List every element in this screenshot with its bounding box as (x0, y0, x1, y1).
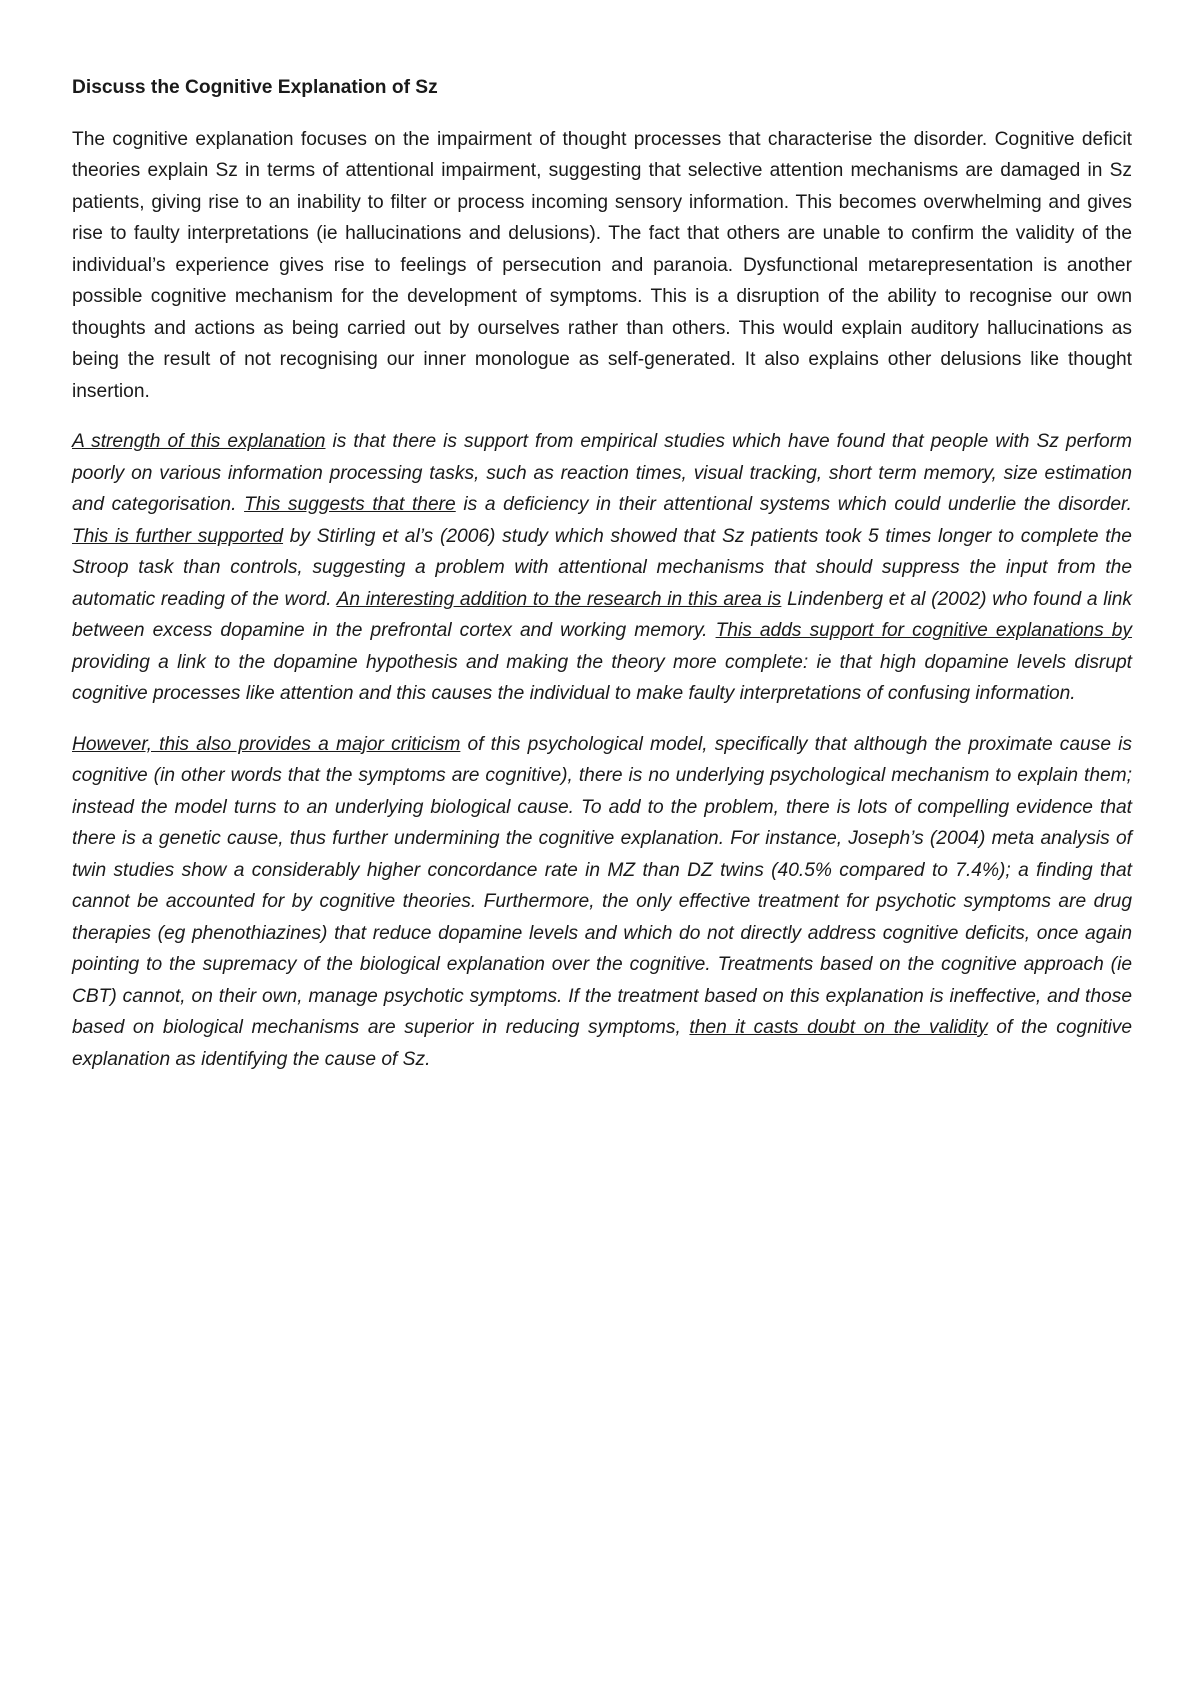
underlined-phrase-interesting-addition: An interesting addition to the research in this area is (336, 588, 782, 610)
paragraph-text: of this psychological model, specifically that although the proximate cause is cognitive (in other words that the symptoms are cognitive), there is no underlying psychological mechanism to explain them; instead the model turns to an underlying biological cause. To add to the problem, there is lots of compelling evidence that there is a genetic cause, thus further undermining the cognitive explanation. For instance, Joseph’s (2004) meta analysis of twin studies show a considerably higher concordance rate in MZ than DZ twins (40.5% compared to 7.4%); a finding that cannot be accounted for by cognitive theories. Furthermore, the only effective treatment for psychotic symptoms are drug therapies (eg phenothiazines) that reduce dopamine levels and which do not directly address cognitive deficits, once again pointing to the supremacy of the biological explanation over the cognitive. Treatments based on the cognitive approach (ie CBT) cannot, on their own, manage psychotic symptoms. If the treatment based on this explanation is ineffective, and those based on biological mechanisms are superior in reducing symptoms, (72, 733, 1132, 1038)
paragraph-text: by Stirling et al’s (2006) study which showed that Sz patients took 5 times longer to complete the Stroop task than controls, suggesting a problem with attentional mechanisms that should suppress the input from the automatic reading of the word. (72, 525, 1132, 610)
document-page (72, 72, 1132, 1094)
underlined-phrase-strength: A strength of this explanation (72, 431, 326, 452)
paragraph-text: is a deficiency in their attentional systems which could underlie the disorder. (455, 494, 1132, 515)
underlined-phrase-suggests: This suggests that there (244, 494, 456, 515)
underlined-phrase-further-supported: This is further supported (72, 525, 284, 547)
underlined-phrase-casts-doubt: then it casts doubt on the validity (689, 1017, 988, 1038)
underlined-phrase-adds-support: This adds support for cognitive explanations by (715, 620, 1133, 641)
paragraph-text: Lindenberg et al (2002) who found a link between excess dopamine in the prefrontal cortex and working memory. (72, 588, 1133, 641)
paragraph-text: is that there is support from empirical studies which have found that people with Sz perform poorly on various information processing tasks, such as reaction times, visual tracking, short term memory, size estimation and categorisation. (72, 431, 1133, 515)
paragraph-strength (72, 426, 1132, 710)
paragraph-text: of the cognitive explanation as identifying the cause of Sz. (72, 1017, 1132, 1070)
paragraph-criticism (72, 729, 1132, 1076)
document-title: Discuss the Cognitive Explanation of Sz (72, 77, 438, 98)
underlined-phrase-major-criticism: However, this also provides a major criticism (72, 733, 461, 755)
paragraph-cognitive-explanation: The cognitive explanation focuses on the impairment of thought processes that characterise the disorder. Cognitive deficit theories explain Sz in terms of attentional impairment, suggesting that selective attention mechanisms are damaged in Sz patients, giving rise to an inability to filter or process incoming sensory information. This becomes overwhelming and gives rise to faulty interpretations (ie hallucinations and delusions). The fact that others are unable to confirm the validity of the individual’s experience gives rise to feelings of persecution and paranoia. Dysfunctional metarepresentation is another possible cognitive mechanism for the development of symptoms. This is a disruption of the ability to recognise our own thoughts and actions as being carried out by ourselves rather than others. This would explain auditory hallucinations as being the result of not recognising our inner monologue as self-generated. It also explains other delusions like thought insertion. (72, 128, 1132, 402)
paragraph-text: providing a link to the dopamine hypothesis and making the theory more complete: ie that high dopamine levels disrupt cognitive processes like attention and this causes the individual to make faulty interpretations of confusing information. (72, 651, 1132, 704)
